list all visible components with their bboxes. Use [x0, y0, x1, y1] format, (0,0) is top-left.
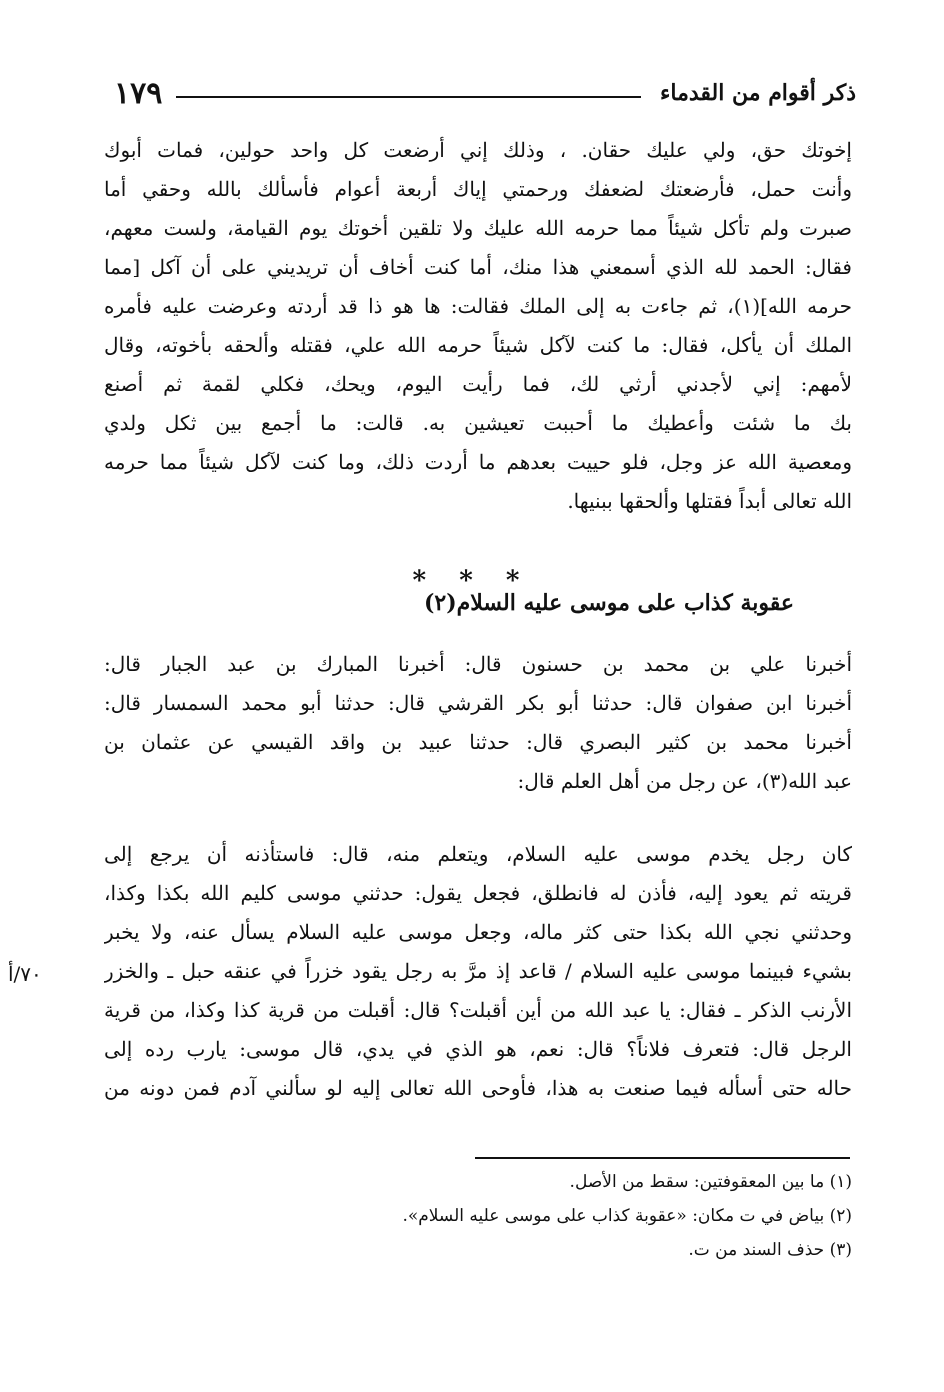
text-line: كان رجل يخدم موسى عليه السلام، ويتعلم منه، قال: فاستأذنه أن يرجع إلى — [104, 842, 852, 866]
text-line: ومعصية الله عز وجل، فلو حييت بعدهم ما أردت ذلك، وما كنت لآكل شيئاً مما حرمه — [104, 450, 852, 474]
text-line: بك ما شئت وأعطيك ما أحببت تعيشين به. قالت: ما أجمع بين ثكل ولدي — [104, 411, 852, 435]
text-line: لأمهم: إني لأجدني أرثي لك، فما رأيت اليوم، ويحك، فكلي لقمة ثم أصنع — [104, 372, 852, 396]
text-line: الرجل قال: فتعرف فلاناً؟ قال: نعم، هو الذي في يدي، قال موسى: يارب رده إلى — [104, 1037, 852, 1061]
footnote-rule — [475, 1157, 850, 1159]
text-line: وأنت حمل، فأرضعتك لضعفك ورحمتي إياك أربعة أعوام فأسألك بالله وحقي أما — [104, 177, 852, 201]
section-separator: * * * — [412, 566, 532, 596]
text-line: أخبرنا ابن صفوان قال: حدثنا أبو بكر القرشي قال: حدثنا أبو محمد السمسار قال: — [104, 691, 852, 715]
page-header — [110, 72, 856, 112]
section-heading: عقوبة كذاب على موسى عليه السلام(٢) — [423, 590, 794, 616]
text-line: الأرنب الذكر ـ فقال: يا عبد الله من أين أقبلت؟ قال: أقبلت من قرية كذا وكذا، من قرية — [104, 998, 852, 1022]
footnote: (١) ما بين المعقوفتين: سقط من الأصل. — [569, 1172, 852, 1192]
paragraph-2 — [104, 835, 852, 1108]
footnotes — [402, 1165, 852, 1267]
header-rule — [176, 96, 641, 98]
text-line: بشيء فبينما موسى عليه السلام / قاعد إذ مرَّ به رجل يقود خزراً في عنقه حبل ـ والخزر — [104, 959, 852, 983]
paragraph-1 — [104, 131, 852, 521]
isnad-paragraph — [104, 645, 852, 801]
text-line: عبد الله(٣)، عن رجل من أهل العلم قال: — [517, 769, 852, 793]
text-line: الله تعالى أبداً فقتلها وألحقها ببنيها. — [567, 489, 852, 513]
text-line: فقال: الحمد لله الذي أسمعني هذا منك، أما كنت أخاف أن تريديني على أن آكل [مما — [104, 255, 852, 279]
text-line: حرمه الله](١)، ثم جاءت به إلى الملك فقالت: ها هو ذا قد أردته وعرضت عليه فأمره — [104, 294, 852, 318]
margin-folio-note: ٧٠/أ — [8, 962, 42, 986]
text-line: أخبرنا محمد بن كثير البصري قال: حدثنا عبيد بن واقد القيسي عن عثمان بن — [104, 730, 852, 754]
text-line: صبرت ولم تأكل شيئاً مما حرمه الله عليك ولا تلقين أخوتك يوم القيامة، ولست معهم، — [104, 216, 852, 240]
footnote: (٢) بياض في ت مكان: «عقوبة كذاب على موسى عليه السلام». — [402, 1206, 852, 1226]
running-title: ذكر أقوام من القدماء — [660, 80, 856, 106]
text-line: قريته ثم يعود إليه، فأذن له فانطلق، فجعل يقول: حدثني موسى كليم الله بكذا وكذا، — [104, 881, 852, 905]
text-line: الملك أن يأكل، فقال: ما كنت لآكل شيئاً حرمه الله علي، فقتله وألحقه بأخوته، وقال — [104, 333, 852, 357]
page-number: ١٧٩ — [114, 76, 163, 111]
text-line: أخبرنا علي بن محمد بن حسنون قال: أخبرنا المبارك بن عبد الجبار قال: — [104, 652, 852, 676]
text-line: إخوتك حق، ولي عليك حقان. ، وذلك إني أرضعت كل واحد حولين، فمات أبوك — [104, 138, 852, 162]
text-line: حاله حتى أسأله فيما صنعت به هذا، فأوحى الله تعالى إليه لو سألني آدم فمن دونه من — [104, 1076, 852, 1100]
text-line: وحدثني نجي الله بكذا حتى كثر ماله، وجعل موسى عليه السلام يسأل عنه، ولا يخبر — [104, 920, 852, 944]
footnote: (٣) حذف السند من ت. — [688, 1240, 852, 1260]
